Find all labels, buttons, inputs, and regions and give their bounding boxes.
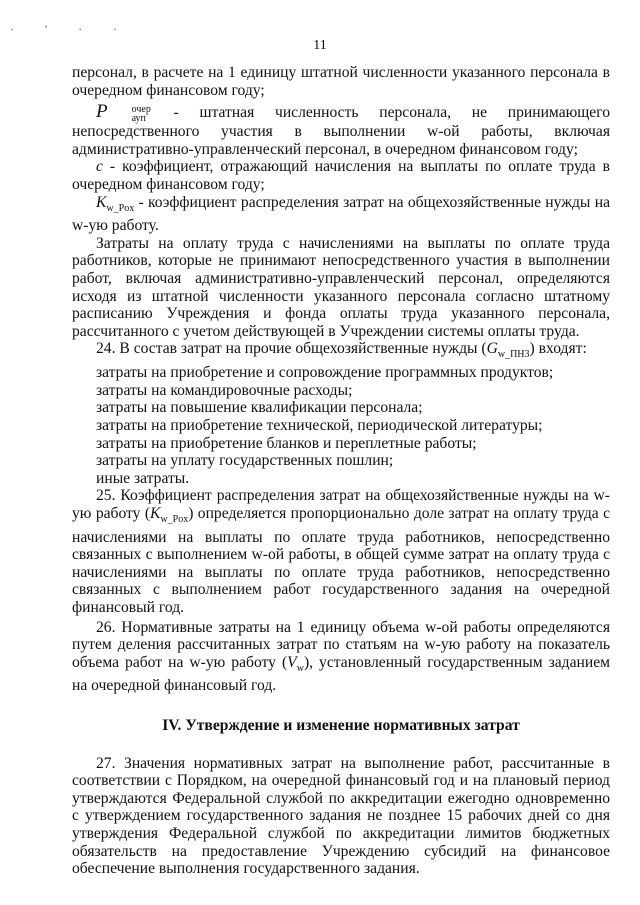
paragraph-26	[72, 619, 610, 695]
document-body	[72, 64, 610, 878]
paragraph-24-after: ) входят:	[529, 340, 587, 358]
symbol-v: V	[287, 653, 297, 671]
list-item: затраты на командировочные расходы;	[96, 381, 353, 399]
symbol-p-superscript: очер	[131, 104, 151, 116]
list-item: затраты на приобретение бланков и переплетные работы;	[96, 434, 477, 452]
symbol-k: K	[96, 193, 107, 211]
definition-k-text: - коэффициент распределения затрат на общехозяйственные нужды на w-ую работу.	[72, 193, 610, 235]
paragraph-25	[72, 487, 610, 616]
paragraph-zatraty: Затраты на оплату труда с начислениями на выплаты по оплате труда работников, которые не принимают непосредственного участия в выполнении работ, включая административно-управленческий персонал, определяются исходя из штатной численности указанного персонала согласно штатному расписанию Учреждения и фонда оплаты труда указанного персонала, рассчитанного с учетом действующей в Учреждении системы оплаты труда.	[72, 234, 610, 340]
list-item: затраты на повышение квалификации персонала;	[96, 399, 423, 417]
paragraph-continuation: персонал, в расчете на 1 единицу штатной численности указанного персонала в очередном финансовом году;	[72, 64, 610, 99]
symbol-g: G	[486, 340, 498, 358]
definition-p-text: - штатная численность персонала, не принимающего непосредственного участия в выполнении w-ой работы, включая административно-управленческий персонал, в очередном финансовом году;	[72, 104, 610, 158]
section-heading: IV. Утверждение и изменение нормативных затрат	[162, 717, 520, 735]
definition-c-text: - коэффициент, отражающий начисления на выплаты по оплате труда в очередном финансовом году;	[72, 158, 610, 193]
page-number: 11	[313, 38, 327, 53]
paragraph-24-before: 24. В состав затрат на прочие общехозяйственные нужды (	[96, 340, 487, 358]
paragraph-25-after: ) определяется пропорционально доле затрат на оплату труда с начислениями на выплаты по оплате труда работников, непосредственно связанных с выполнением w-ой работы, в общей сумме затрат на оплату труда с начислениями на выплаты по оплате труда работников, непосредственно связанных с выполнением работ государственного задания на очередной финансовый год.	[72, 504, 610, 616]
symbol-p: P	[96, 101, 108, 123]
list-item: затраты на уплату государственных пошлин;	[96, 452, 394, 470]
list-item: затраты на приобретение технической, периодической литературы;	[96, 416, 543, 434]
scan-specks: · ' · ·	[10, 22, 132, 36]
paragraph-26-before: 26. Нормативные затраты на 1 единицу объема w-ой работы определяются путем деления рассчитанных затрат по статьям на w-ую работу на показатель объема работ на w-ую работу (	[72, 618, 610, 671]
symbol-v-subscript: w	[296, 662, 304, 674]
symbol-p-subscript: ауп	[131, 113, 146, 125]
definition-c	[72, 158, 610, 193]
symbol-k: K	[150, 504, 161, 522]
symbol-c: c	[96, 158, 103, 176]
definition-p-aup	[72, 103, 610, 158]
list-item: затраты на приобретение и сопровождение программных продуктов;	[96, 364, 554, 382]
paragraph-27: 27. Значения нормативных затрат на выполнение работ, рассчитанные в соответствии с Порядком, на очередной финансовый год и на плановый период утверждаются Федеральной службой по аккредитации ежегодно одновременно с утверждением государственного задания не позднее 15 рабочих дней со дня утверждения Федеральной службой по аккредитации лимитов бюджетных обязательств на предоставление Учреждению субсидий на финансовое обеспечение выполнения государственного задания.	[72, 754, 610, 878]
paragraph-26-after: ), установленный государственным заданием на очередной финансовый год.	[72, 653, 610, 695]
symbol-k-subscript: w_Pox	[106, 202, 135, 214]
symbol-g-subscript: w_ПН3	[497, 349, 530, 361]
paragraph-25-before: 25. Коэффициент распределения затрат на общехозяйственные нужды на w-ую работу (	[72, 487, 610, 522]
list-item: иные затраты.	[96, 469, 190, 487]
symbol-p-indices	[108, 105, 151, 123]
symbol-k-subscript: w_Pox	[160, 513, 189, 525]
paragraph-24	[72, 340, 610, 364]
definition-k	[72, 194, 610, 235]
